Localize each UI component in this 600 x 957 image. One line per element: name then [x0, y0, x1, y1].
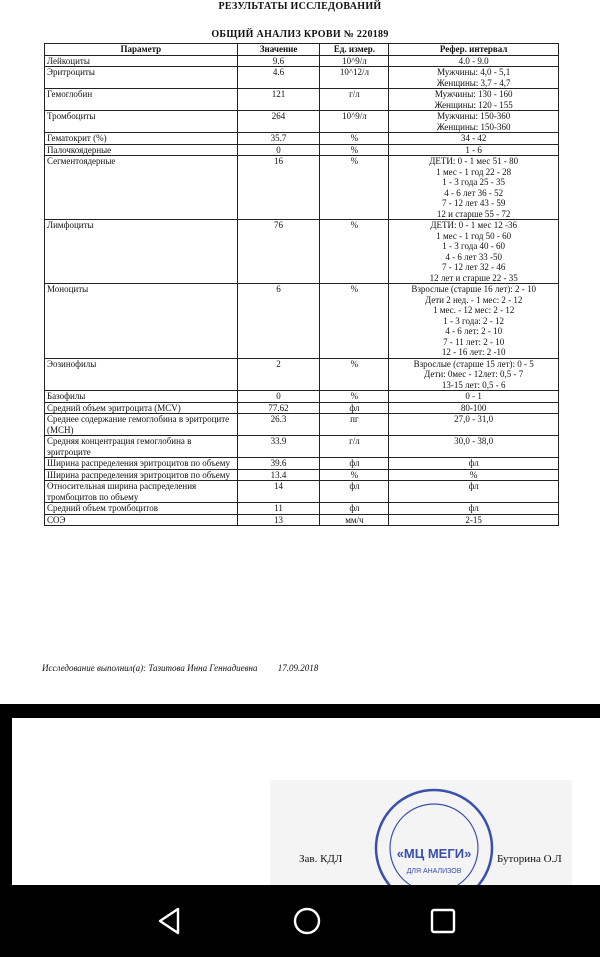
- param-cell: Гемоглобин: [45, 89, 238, 111]
- unit-cell: %: [320, 144, 389, 156]
- reference-cell: [389, 469, 559, 481]
- table-row: [45, 414, 559, 436]
- param-cell: Ширина распределения эритроцитов по объему: [45, 469, 238, 481]
- reference-line: 7 - 12 лет 32 - 46: [441, 262, 506, 272]
- reference-line: фл: [468, 503, 479, 513]
- unit-cell: %: [320, 284, 389, 359]
- table-row: [45, 284, 559, 359]
- table-header: [45, 44, 559, 56]
- value-cell: 16: [237, 156, 320, 220]
- reference-cell: [389, 144, 559, 156]
- table-row: [45, 391, 559, 403]
- unit-cell: %: [320, 358, 389, 391]
- reference-line: 1 - 6: [465, 144, 482, 155]
- value-cell: 33.9: [237, 436, 320, 458]
- recents-icon[interactable]: [425, 903, 461, 939]
- report-subtitle: ОБЩИЙ АНАЛИЗ КРОВИ № 220189: [211, 29, 389, 40]
- reference-line: 13-15 лет: 0,5 - 6: [441, 379, 506, 390]
- param-cell: Базофилы: [45, 391, 238, 403]
- reference-line: Женщины: 3,7 - 4,7: [436, 77, 511, 88]
- reference-line: Мужчины: 130 - 160: [434, 89, 513, 99]
- unit-cell: пг: [320, 414, 389, 436]
- reference-line: 1 мес - 1 год 22 - 28: [436, 166, 512, 177]
- param-cell: Эозинофилы: [45, 358, 238, 391]
- reference-cell: [389, 481, 559, 503]
- param-cell: Ширина распределения эритроцитов по объему: [45, 458, 238, 470]
- table-row: [45, 133, 559, 145]
- reference-line: Женщины: 150-360: [436, 121, 511, 132]
- value-cell: 76: [237, 220, 320, 284]
- reference-cell: [389, 414, 559, 436]
- table-row: [45, 503, 559, 515]
- reference-line: 0 - 1: [465, 391, 482, 401]
- value-cell: 35.7: [237, 133, 320, 145]
- reference-line: %: [469, 469, 478, 480]
- reference-line: 1 - 3 года 40 - 60: [442, 241, 506, 251]
- param-cell: Моноциты: [45, 284, 238, 359]
- reference-line: 4 - 6 лет 36 - 52: [444, 187, 504, 198]
- reference-cell: [389, 458, 559, 470]
- value-cell: 9.6: [237, 55, 320, 67]
- param-cell: Гематокрит (%): [45, 133, 238, 145]
- reference-line: 4 - 6 лет 33 -50: [445, 251, 503, 262]
- table-row: [45, 144, 559, 156]
- performed-by-note: [42, 663, 336, 673]
- reference-cell: [389, 358, 559, 391]
- param-cell: Сегментоядерные: [45, 156, 238, 220]
- unit-cell: %: [320, 391, 389, 403]
- reference-line: 7 - 11 лет: 2 - 10: [443, 336, 505, 347]
- reference-line: фл: [468, 481, 479, 491]
- value-cell: 6: [237, 284, 320, 359]
- param-cell: Средний объем тромбоцитов: [45, 503, 238, 515]
- back-icon[interactable]: [151, 903, 187, 939]
- unit-cell: мм/ч: [320, 514, 389, 526]
- table-row: [45, 55, 559, 67]
- reference-line: Мужчины: 4,0 - 5,1: [437, 67, 511, 77]
- reference-cell: [389, 156, 559, 220]
- reference-line: Дети 2 нед. - 1 мес: 2 - 12: [424, 294, 523, 305]
- table-row: [45, 458, 559, 470]
- param-cell: Средний объем эритроцита (MCV): [45, 402, 238, 414]
- value-cell: 121: [237, 89, 320, 111]
- value-cell: 264: [237, 111, 320, 133]
- reference-line: Мужчины: 150-360: [437, 111, 511, 121]
- reference-line: 12 - 16 лет: 2 -10: [441, 347, 506, 357]
- unit-cell: фл: [320, 503, 389, 515]
- table-row: [45, 436, 559, 458]
- page-gap: [0, 704, 600, 718]
- value-cell: 77.62: [237, 402, 320, 414]
- reference-line: 80-100: [460, 402, 487, 413]
- value-cell: 26.3: [237, 414, 320, 436]
- unit-cell: %: [320, 133, 389, 145]
- value-cell: 4.6: [237, 67, 320, 89]
- reference-cell: [389, 111, 559, 133]
- header-unit: Ед. измер.: [320, 44, 389, 56]
- reference-line: 4 - 6 лет: 2 - 10: [445, 326, 503, 336]
- reference-line: 1 мес. - 12 мес: 2 - 12: [433, 305, 515, 315]
- reference-line: ДЕТИ: 0 - 1 мес 51 - 80: [429, 156, 519, 166]
- report-title: РЕЗУЛЬТАТЫ ИССЛЕДОВАНИЙ: [218, 1, 382, 12]
- value-cell: 14: [237, 481, 320, 503]
- reference-line: 4.0 - 9.0: [458, 55, 489, 66]
- table-row: [45, 220, 559, 284]
- reference-line: Взрослые (старше 15 лет): 0 - 5: [413, 358, 534, 369]
- reference-cell: [389, 67, 559, 89]
- reference-line: 1 мес - 1 год 50 - 60: [436, 230, 512, 241]
- reference-line: 2-15: [465, 514, 482, 525]
- performed-by: Исследование выполнил(а): Тазитова Инна Геннадиевна: [42, 663, 258, 673]
- value-cell: 2: [237, 358, 320, 391]
- reference-line: 34 - 42: [460, 133, 487, 143]
- reference-line: 1 - 3 года 25 - 35: [442, 177, 506, 187]
- table-row: [45, 469, 559, 481]
- param-cell: Лимфоциты: [45, 220, 238, 284]
- value-cell: 0: [237, 391, 320, 403]
- reference-line: Дети: 0мес - 12лет: 0,5 - 7: [424, 369, 524, 379]
- reference-line: Женщины: 120 - 155: [434, 99, 513, 110]
- stamp-sub: ДЛЯ АНАЛИЗОВ: [406, 868, 462, 875]
- unit-cell: г/л: [320, 89, 389, 111]
- table-row: [45, 402, 559, 414]
- reference-cell: [389, 55, 559, 67]
- reference-line: 30,0 - 38,0: [454, 436, 494, 446]
- param-cell: Средняя концентрация гемоглобина в эритроците: [45, 436, 238, 458]
- reference-line: 12 и старше 55 - 72: [436, 208, 511, 219]
- param-cell: Относительная ширина распределения тромбоцитов по объему: [45, 481, 238, 503]
- unit-cell: %: [320, 220, 389, 284]
- results-table: [44, 43, 559, 526]
- table-row: [45, 111, 559, 133]
- param-cell: СОЭ: [45, 514, 238, 526]
- value-cell: 13.4: [237, 469, 320, 481]
- value-cell: 0: [237, 144, 320, 156]
- header-parameter: Параметр: [45, 44, 238, 56]
- unit-cell: 10^9/л: [320, 55, 389, 67]
- reference-line: 1 - 3 года: 2 - 12: [443, 315, 505, 326]
- value-cell: 11: [237, 503, 320, 515]
- unit-cell: фл: [320, 402, 389, 414]
- table-row: [45, 67, 559, 89]
- unit-cell: %: [320, 156, 389, 220]
- table-row: [45, 156, 559, 220]
- header-reference: Рефер. интервал: [389, 44, 559, 56]
- value-cell: 39.6: [237, 458, 320, 470]
- param-cell: Среднее содержание гемоглобина в эритроците (МСН): [45, 414, 238, 436]
- table-row: [45, 514, 559, 526]
- reference-cell: [389, 133, 559, 145]
- reference-cell: [389, 391, 559, 403]
- table-row: [45, 481, 559, 503]
- reference-cell: [389, 220, 559, 284]
- param-cell: Палочкоядерные: [45, 144, 238, 156]
- reference-cell: [389, 436, 559, 458]
- stamp-label: «МЦ МЕГИ»: [396, 846, 472, 861]
- param-cell: Лейкоциты: [45, 55, 238, 67]
- reference-cell: [389, 402, 559, 414]
- unit-cell: фл: [320, 481, 389, 503]
- reference-line: 7 - 12 лет 43 - 59: [441, 198, 506, 208]
- reference-line: фл: [468, 458, 479, 468]
- reference-cell: [389, 514, 559, 526]
- reference-line: 12 лет и старше 22 - 35: [429, 272, 518, 283]
- signer-name: Буторина О.Л: [497, 853, 562, 865]
- reference-line: 27,0 - 31,0: [454, 414, 494, 424]
- home-icon[interactable]: [289, 903, 325, 939]
- param-cell: Эритроциты: [45, 67, 238, 89]
- table-row: [45, 89, 559, 111]
- reference-cell: [389, 503, 559, 515]
- unit-cell: 10^12/л: [320, 67, 389, 89]
- report-date: 17.09.2018: [277, 663, 319, 673]
- unit-cell: 10^9/л: [320, 111, 389, 133]
- clinic-stamp: [367, 776, 502, 896]
- header-value: Значение: [237, 44, 320, 56]
- table-row: [45, 358, 559, 391]
- value-cell: 13: [237, 514, 320, 526]
- unit-cell: %: [320, 469, 389, 481]
- reference-cell: [389, 284, 559, 359]
- position-label: Зав. КДЛ: [299, 853, 343, 865]
- android-nav-bar: [0, 885, 600, 957]
- reference-line: Взрослые (старше 16 лет): 2 - 10: [411, 284, 537, 294]
- reference-line: ДЕТИ: 0 - 1 мес 12 -36: [430, 220, 517, 230]
- reference-cell: [389, 89, 559, 111]
- signature-page: [12, 718, 600, 885]
- unit-cell: г/л: [320, 436, 389, 458]
- unit-cell: фл: [320, 458, 389, 470]
- param-cell: Тромбоциты: [45, 111, 238, 133]
